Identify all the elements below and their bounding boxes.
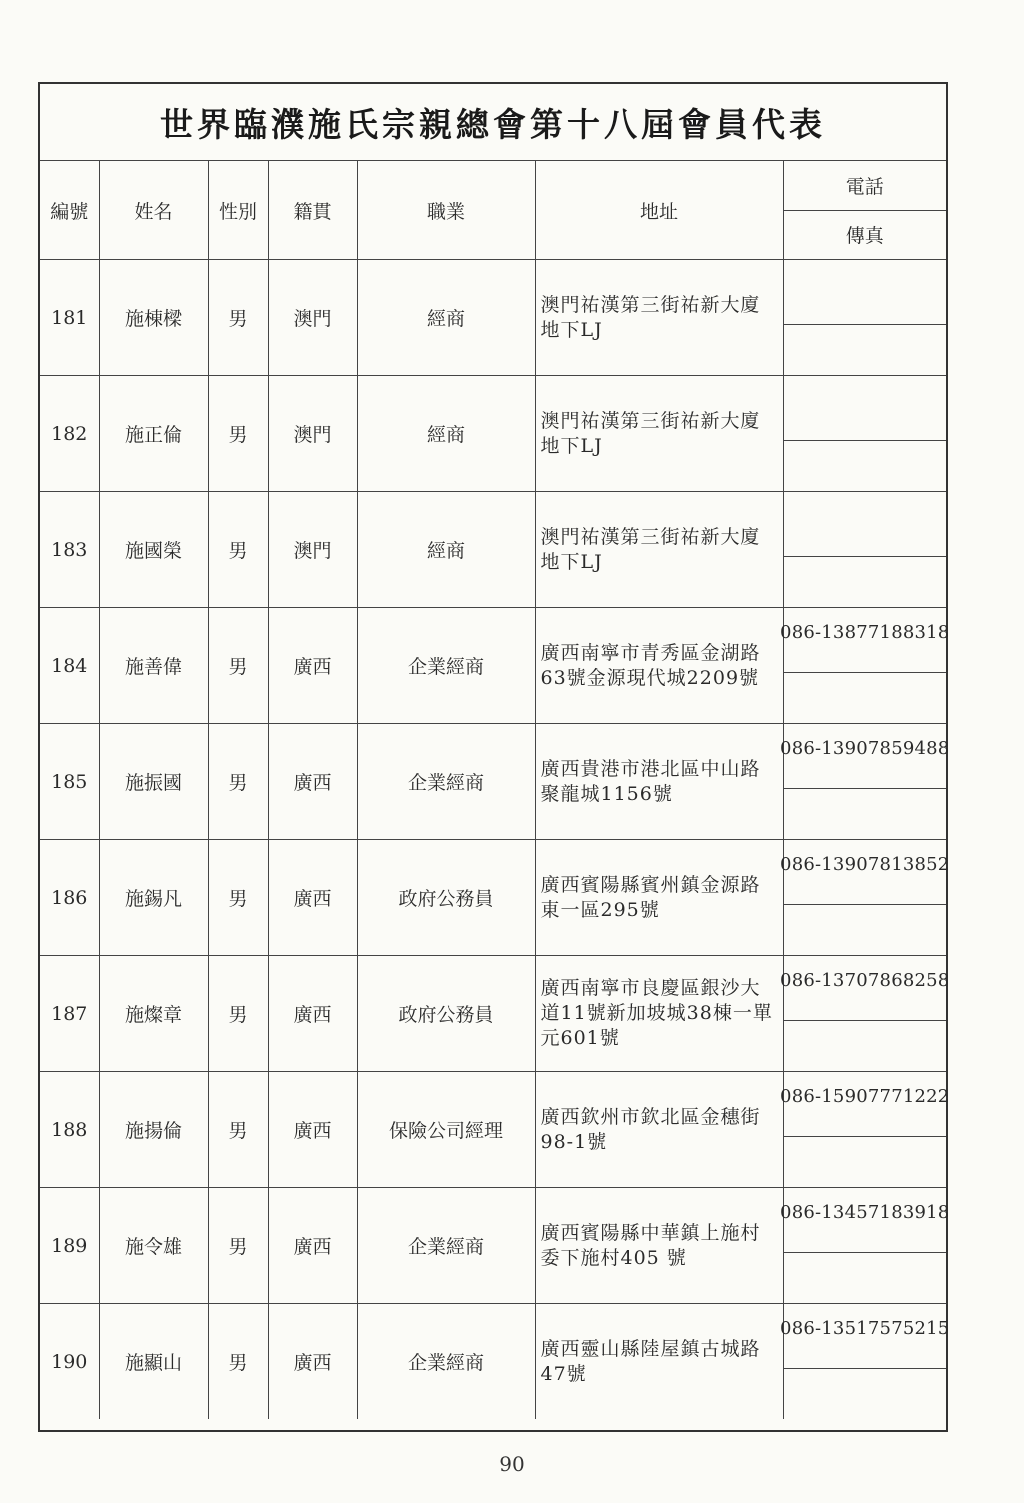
cell-address: 澳門祐漢第三街祐新大廈地下LJ [535, 492, 783, 608]
cell-address: 廣西南寧市良慶區銀沙大道11號新加坡城38棟一單元601號 [535, 956, 783, 1072]
header-no: 編號 [40, 161, 99, 260]
header-address: 地址 [535, 161, 783, 260]
cell-no: 184 [40, 608, 99, 724]
cell-fax [784, 905, 947, 955]
cell-name: 施燦章 [99, 956, 208, 1072]
cell-phone: 086-13707868258 [784, 956, 947, 1021]
table-row [40, 1304, 946, 1420]
cell-contact [780, 840, 950, 956]
cell-phone [784, 492, 947, 557]
header-occupation: 職業 [357, 161, 535, 260]
cell-contact [780, 1072, 950, 1188]
cell-phone: 086-13457183918 [784, 1188, 947, 1253]
cell-occupation: 企業經商 [357, 1304, 535, 1420]
header-contact [783, 161, 946, 260]
cell-contact [783, 260, 946, 376]
cell-occupation: 經商 [357, 260, 535, 376]
cell-phone: 086-15907771222 [784, 1072, 947, 1137]
cell-origin: 廣西 [268, 956, 357, 1072]
cell-address: 廣西欽州市欽北區金穗街98-1號 [535, 1072, 783, 1188]
cell-name: 施顯山 [99, 1304, 208, 1420]
cell-address: 澳門祐漢第三街祐新大廈地下LJ [535, 376, 783, 492]
cell-address: 廣西貴港市港北區中山路聚龍城1156號 [535, 724, 783, 840]
cell-contact [780, 724, 950, 840]
table-row [40, 1072, 946, 1188]
cell-gender: 男 [208, 1072, 268, 1188]
table-row [40, 724, 946, 840]
cell-no: 187 [40, 956, 99, 1072]
cell-phone [784, 260, 947, 325]
cell-origin: 廣西 [268, 840, 357, 956]
cell-occupation: 經商 [357, 492, 535, 608]
cell-fax [784, 325, 947, 375]
table-row [40, 376, 946, 492]
cell-origin: 澳門 [268, 492, 357, 608]
cell-contact [783, 376, 946, 492]
cell-contact [780, 608, 950, 724]
cell-name: 施錫凡 [99, 840, 208, 956]
cell-origin: 廣西 [268, 1188, 357, 1304]
cell-phone: 086-13907813852 [784, 840, 947, 905]
cell-gender: 男 [208, 1304, 268, 1420]
table-row [40, 956, 946, 1072]
cell-contact [783, 492, 946, 608]
cell-no: 182 [40, 376, 99, 492]
cell-no: 181 [40, 260, 99, 376]
cell-gender: 男 [208, 1188, 268, 1304]
cell-no: 190 [40, 1304, 99, 1420]
cell-name: 施令雄 [99, 1188, 208, 1304]
cell-gender: 男 [208, 956, 268, 1072]
cell-gender: 男 [208, 376, 268, 492]
header-gender: 性別 [208, 161, 268, 260]
cell-contact [780, 956, 950, 1072]
cell-name: 施正倫 [99, 376, 208, 492]
cell-phone [784, 376, 947, 441]
cell-fax [784, 441, 947, 491]
page-title: 世界臨濮施氏宗親總會第十八屆會員代表 [160, 104, 826, 144]
cell-no: 183 [40, 492, 99, 608]
cell-address: 廣西賓陽縣中華鎮上施村委下施村405 號 [535, 1188, 783, 1304]
cell-phone: 086-13907859488 [784, 724, 947, 789]
header-origin: 籍貫 [268, 161, 357, 260]
cell-fax [784, 1021, 947, 1071]
cell-no: 189 [40, 1188, 99, 1304]
cell-occupation: 經商 [357, 376, 535, 492]
table-row [40, 1188, 946, 1304]
cell-no: 188 [40, 1072, 99, 1188]
cell-origin: 澳門 [268, 376, 357, 492]
cell-fax [784, 557, 947, 607]
cell-name: 施振國 [99, 724, 208, 840]
cell-origin: 廣西 [268, 724, 357, 840]
cell-phone: 086-13877188318 [784, 608, 947, 673]
cell-gender: 男 [208, 608, 268, 724]
cell-fax [784, 789, 947, 839]
table-row [40, 260, 946, 376]
table-row [40, 492, 946, 608]
table-frame [38, 82, 948, 1432]
header-phone: 電話 [784, 161, 947, 211]
cell-name: 施國榮 [99, 492, 208, 608]
cell-origin: 廣西 [268, 608, 357, 724]
cell-address: 廣西南寧市青秀區金湖路63號金源現代城2209號 [535, 608, 783, 724]
cell-gender: 男 [208, 724, 268, 840]
cell-origin: 澳門 [268, 260, 357, 376]
cell-gender: 男 [208, 492, 268, 608]
cell-occupation: 政府公務員 [357, 956, 535, 1072]
cell-fax [784, 673, 947, 723]
cell-phone: 086-13517575215 [784, 1304, 947, 1369]
cell-fax [784, 1137, 947, 1187]
cell-origin: 廣西 [268, 1304, 357, 1420]
cell-name: 施善偉 [99, 608, 208, 724]
cell-occupation: 企業經商 [357, 724, 535, 840]
cell-gender: 男 [208, 840, 268, 956]
cell-occupation: 政府公務員 [357, 840, 535, 956]
table-row [40, 608, 946, 724]
cell-occupation: 企業經商 [357, 1188, 535, 1304]
cell-no: 185 [40, 724, 99, 840]
header-name: 姓名 [99, 161, 208, 260]
header-fax: 傳真 [845, 225, 884, 248]
cell-name: 施揚倫 [99, 1072, 208, 1188]
cell-name: 施棟樑 [99, 260, 208, 376]
cell-occupation: 保險公司經理 [357, 1072, 535, 1188]
cell-origin: 廣西 [268, 1072, 357, 1188]
header-row [40, 161, 946, 260]
cell-no: 186 [40, 840, 99, 956]
cell-occupation: 企業經商 [357, 608, 535, 724]
cell-contact [780, 1188, 950, 1304]
cell-contact [780, 1304, 950, 1420]
cell-fax [784, 1253, 947, 1303]
cell-gender: 男 [208, 260, 268, 376]
cell-fax [784, 1369, 947, 1419]
cell-address: 廣西賓陽縣賓州鎮金源路東一區295號 [535, 840, 783, 956]
cell-address: 廣西靈山縣陸屋鎮古城路47號 [535, 1304, 783, 1420]
member-table [40, 160, 950, 1419]
cell-address: 澳門祐漢第三街祐新大廈地下LJ [535, 260, 783, 376]
table-row [40, 840, 946, 956]
page-number: 90 [499, 1452, 525, 1476]
